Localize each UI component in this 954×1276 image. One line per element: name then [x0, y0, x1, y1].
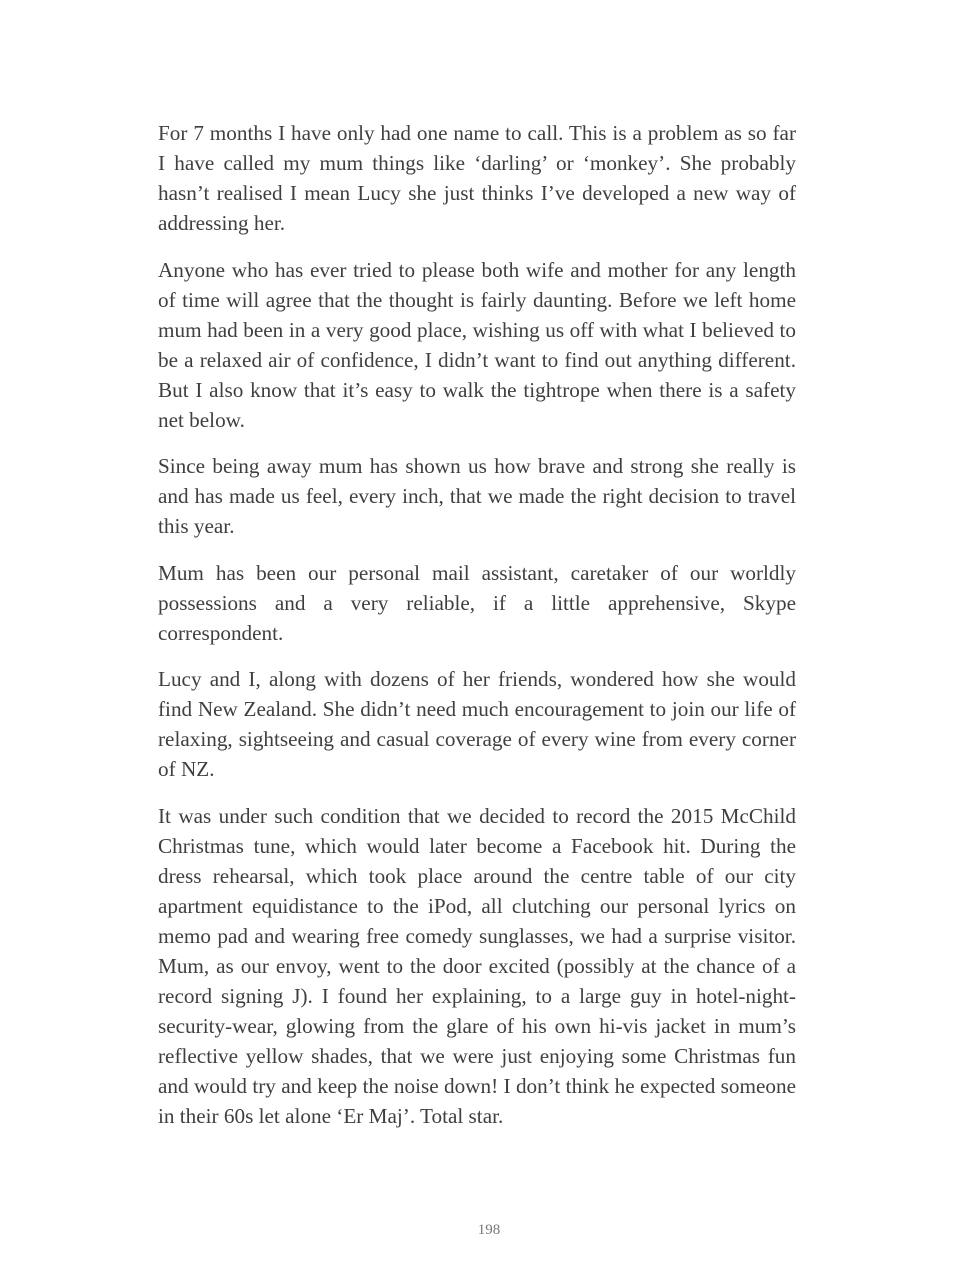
- paragraph-4: Mum has been our personal mail assistant, caretaker of our worldly possessions and a very reliable, if a little apprehensive, Skype correspondent.: [158, 560, 796, 645]
- paragraph-2: Anyone who has ever tried to please both wife and mother for any length of time will agree that the thought is fairly daunting. Before we left home mum had been in a very good place, wishing us off with what I believed to be a relaxed air of confidence, I didn’t want to find out anything different. But I also know that it’s easy to walk the tightrope when there is a safety net below.: [158, 257, 796, 432]
- paragraph-3: Since being away mum has shown us how brave and strong she really is and has made us feel, every inch, that we made the right decision to travel this year.: [158, 454, 796, 538]
- body-text: [158, 118, 796, 1147]
- paragraph-5: Lucy and I, along with dozens of her friends, wondered how she would find New Zealand. She didn’t need much encouragement to join our life of relaxing, sightseeing and casual coverage of every wine from every corner of NZ.: [158, 667, 796, 781]
- paragraph-1: For 7 months I have only had one name to call. This is a problem as so far I have called my mum things like ‘darling’ or ‘monkey’. She probably hasn’t realised I mean Lucy she just thinks I’ve developed a new way of addressing her.: [158, 121, 796, 235]
- paragraph-6: It was under such condition that we decided to record the 2015 McChild Christmas tune, which would later become a Facebook hit. During the dress rehearsal, which took place around the centre table of our city apartment equidistance to the iPod, all clutching our personal lyrics on memo pad and wearing free comedy sunglasses, we had a surprise visitor. Mum, as our envoy, went to the door excited (possibly at the chance of a record signing J). I found her explaining, to a large guy in hotel-night-security-wear, glowing from the glare of his own hi-vis jacket in mum’s reflective yellow shades, that we were just enjoying some Christmas fun and would try and keep the noise down! I don’t think he expected someone in their 60s let alone ‘Er Maj’. Total star.: [158, 803, 796, 1128]
- page-number: 198: [477, 1222, 501, 1238]
